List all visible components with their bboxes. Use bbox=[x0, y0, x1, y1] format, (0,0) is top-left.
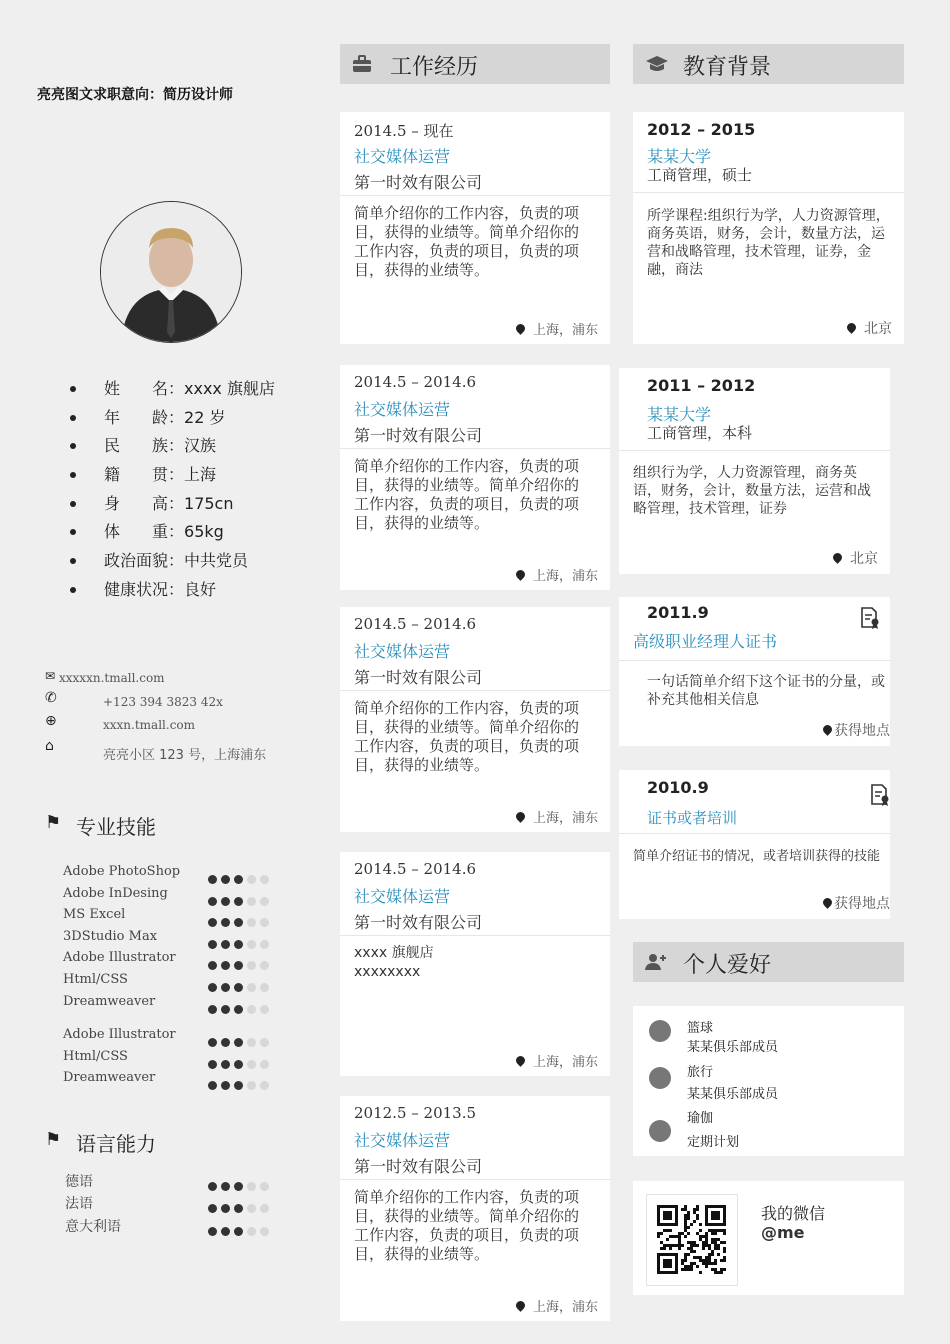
cert-name: 高级职业经理人证书 bbox=[633, 632, 778, 651]
skill-dot bbox=[260, 875, 269, 884]
personal-info-item: 民 族：汉族 bbox=[104, 436, 217, 455]
education-title: 教育背景 bbox=[683, 55, 772, 80]
skill-dot bbox=[234, 983, 243, 992]
skill-dot bbox=[234, 1081, 243, 1090]
personal-info-item: 健康状况：良好 bbox=[104, 580, 217, 599]
skill-name: Adobe Illustrator bbox=[63, 1027, 176, 1042]
personal-info-item: 身 高：175cn bbox=[104, 494, 234, 513]
edu-years: 2012 – 2015 bbox=[647, 120, 756, 139]
hobby-detail: 定期计划 bbox=[687, 1135, 740, 1150]
divider bbox=[340, 690, 610, 691]
skill-dot bbox=[247, 1005, 256, 1014]
job-location: 上海，浦东 bbox=[516, 1051, 598, 1070]
divider bbox=[340, 448, 610, 449]
location-pin-icon bbox=[514, 568, 527, 581]
skill-dot bbox=[221, 897, 230, 906]
list-bullet bbox=[70, 501, 76, 507]
briefcase-icon bbox=[352, 54, 372, 74]
skill-name: Adobe PhotoShop bbox=[63, 864, 181, 879]
personal-info-item: 姓 名：xxxx 旗舰店 bbox=[104, 379, 275, 398]
skill-level-dots bbox=[208, 869, 273, 879]
job-company: 第一时效有限公司 bbox=[354, 668, 483, 687]
job-card bbox=[340, 607, 610, 832]
hobby-detail: 某某俱乐部成员 bbox=[687, 1087, 779, 1102]
skill-level-dots bbox=[208, 977, 273, 987]
wechat-card bbox=[633, 1181, 904, 1295]
job-company: 第一时效有限公司 bbox=[354, 1157, 483, 1176]
skill-dot bbox=[234, 1005, 243, 1014]
skill-dot bbox=[247, 897, 256, 906]
skill-dot bbox=[208, 961, 217, 970]
job-card bbox=[340, 852, 610, 1076]
skill-name: Dreamweaver bbox=[63, 1070, 156, 1085]
hobby-name: 篮球 bbox=[687, 1021, 714, 1036]
languages-title: 语言能力 bbox=[76, 1132, 156, 1156]
job-description: xxxx 旗舰店 xxxxxxxx bbox=[354, 945, 434, 980]
location-pin-icon bbox=[514, 1299, 527, 1312]
personal-info-item: 政治面貌：中共党员 bbox=[104, 551, 249, 570]
skill-name: 德语 bbox=[65, 1174, 93, 1190]
skill-dot bbox=[221, 1182, 230, 1191]
cert-year: 2010.9 bbox=[647, 778, 709, 797]
skill-dot bbox=[247, 1182, 256, 1191]
personal-info-item: 体 重：65kg bbox=[104, 522, 224, 541]
job-description: 简单介绍你的工作内容，负责的项目，获得的业绩等。简单介绍你的工作内容，负责的项目，负责的项目，获得的业绩等。 bbox=[354, 699, 580, 774]
skill-name: Dreamweaver bbox=[63, 994, 156, 1009]
location-pin-icon bbox=[831, 551, 844, 564]
list-bullet bbox=[70, 472, 76, 478]
skill-dot bbox=[208, 1227, 217, 1236]
phone-icon: ✆ bbox=[45, 690, 57, 706]
skill-name: 法语 bbox=[65, 1196, 93, 1212]
cert-desc: 一句话简单介绍下这个证书的分量，或补充其他相关信息 bbox=[647, 674, 885, 708]
skill-dot bbox=[208, 1005, 217, 1014]
skill-dot bbox=[234, 940, 243, 949]
edu-location: 北京 bbox=[847, 318, 892, 338]
graduation-cap-icon bbox=[645, 54, 665, 74]
skill-dot bbox=[221, 875, 230, 884]
location-pin-icon bbox=[845, 321, 858, 334]
edu-years: 2011 – 2012 bbox=[647, 376, 756, 395]
email-text: xxxxxn.tmall.com bbox=[59, 671, 165, 685]
hobby-detail: 某某俱乐部成员 bbox=[687, 1040, 779, 1055]
address-text: 亮亮小区 123 号，上海浦东 bbox=[103, 748, 267, 763]
job-date: 2014.5 – 2014.6 bbox=[354, 615, 477, 633]
add-user-icon bbox=[645, 952, 665, 972]
skill-dot bbox=[208, 1081, 217, 1090]
skill-dot bbox=[208, 918, 217, 927]
edu-degree: 工商管理，硕士 bbox=[647, 166, 753, 184]
cert-year: 2011.9 bbox=[647, 603, 709, 622]
skill-level-dots bbox=[208, 1198, 273, 1208]
home-icon: ⌂ bbox=[45, 738, 54, 754]
job-role: 社交媒体运营 bbox=[354, 642, 451, 661]
skill-dot bbox=[221, 983, 230, 992]
job-role: 社交媒体运营 bbox=[354, 887, 451, 906]
job-location: 上海，浦东 bbox=[516, 319, 598, 338]
hobbies-card bbox=[633, 1006, 904, 1156]
skill-level-dots bbox=[208, 891, 273, 901]
skill-name: Adobe InDesing bbox=[63, 886, 168, 901]
certificate-card bbox=[619, 770, 890, 919]
skill-dot bbox=[247, 1060, 256, 1069]
skills-title: 专业技能 bbox=[76, 815, 156, 839]
job-role: 社交媒体运营 bbox=[354, 147, 451, 166]
skill-dot bbox=[260, 1182, 269, 1191]
hobbies-section-header bbox=[633, 942, 904, 982]
skill-dot bbox=[260, 1081, 269, 1090]
skill-dot bbox=[221, 1204, 230, 1213]
skill-dot bbox=[234, 1227, 243, 1236]
job-description: 简单介绍你的工作内容，负责的项目，获得的业绩等。简单介绍你的工作内容，负责的项目，负责的项目，获得的业绩等。 bbox=[354, 457, 580, 532]
skill-dot bbox=[247, 1204, 256, 1213]
skill-dot bbox=[260, 1005, 269, 1014]
edu-school: 某某大学 bbox=[647, 405, 712, 424]
divider bbox=[619, 660, 890, 661]
job-date: 2014.5 – 2014.6 bbox=[354, 373, 477, 391]
skill-name: 意大利语 bbox=[65, 1219, 121, 1235]
list-bullet bbox=[70, 558, 76, 564]
job-date: 2014.5 – 现在 bbox=[354, 122, 454, 140]
skill-name: Adobe Illustrator bbox=[63, 950, 176, 965]
skill-dot bbox=[234, 1182, 243, 1191]
skill-dot bbox=[260, 918, 269, 927]
website-text: xxxn.tmall.com bbox=[103, 718, 196, 732]
education-card bbox=[633, 112, 904, 344]
divider bbox=[619, 833, 890, 834]
skill-level-dots bbox=[208, 1221, 273, 1231]
skill-name: 3DStudio Max bbox=[63, 929, 158, 944]
skill-level-dots bbox=[208, 912, 273, 922]
work-section-header bbox=[340, 44, 610, 84]
skill-dot bbox=[260, 1038, 269, 1047]
skill-level-dots bbox=[208, 934, 273, 944]
skill-name: MS Excel bbox=[63, 907, 126, 922]
qr-code-icon bbox=[646, 1194, 738, 1286]
edu-desc: 所学课程:组织行为学，人力资源管理，商务英语，财务，会计，数量方法，运营和战略管理，技术管理，证券，金融，商法 bbox=[647, 208, 890, 278]
location-pin-icon bbox=[514, 1054, 527, 1067]
person-photo-icon bbox=[101, 202, 241, 342]
job-location: 上海，浦东 bbox=[516, 565, 598, 584]
hobby-marker bbox=[649, 1020, 671, 1042]
divider bbox=[633, 192, 904, 193]
wechat-handle: @me bbox=[761, 1223, 805, 1242]
skill-name: Html/CSS bbox=[63, 972, 128, 987]
skill-dot bbox=[208, 1204, 217, 1213]
skill-dot bbox=[208, 983, 217, 992]
skill-dot bbox=[221, 961, 230, 970]
personal-info-item: 籍 贯：上海 bbox=[104, 465, 217, 484]
skill-dot bbox=[260, 940, 269, 949]
flag-icon: ⚑ bbox=[45, 812, 62, 833]
skill-dot bbox=[260, 961, 269, 970]
hobby-name: 瑜伽 bbox=[687, 1111, 714, 1126]
skill-level-dots bbox=[208, 999, 273, 1009]
skill-dot bbox=[208, 940, 217, 949]
divider bbox=[340, 1179, 610, 1180]
personal-info-item: 年 龄：22 岁 bbox=[104, 408, 226, 427]
divider bbox=[619, 450, 890, 451]
skill-dot bbox=[221, 1081, 230, 1090]
skill-dot bbox=[260, 897, 269, 906]
list-bullet bbox=[70, 587, 76, 593]
job-role: 社交媒体运营 bbox=[354, 1131, 451, 1150]
skill-level-dots bbox=[208, 955, 273, 965]
job-intent: 亮亮图文求职意向：简历设计师 bbox=[37, 87, 233, 103]
skill-dot bbox=[208, 1060, 217, 1069]
job-date: 2014.5 – 2014.6 bbox=[354, 860, 477, 878]
skill-dot bbox=[208, 875, 217, 884]
job-location: 上海，浦东 bbox=[516, 807, 598, 826]
job-description: 简单介绍你的工作内容，负责的项目，获得的业绩等。简单介绍你的工作内容，负责的项目，负责的项目，获得的业绩等。 bbox=[354, 1188, 580, 1263]
skill-dot bbox=[234, 961, 243, 970]
skill-dot bbox=[234, 1060, 243, 1069]
job-card bbox=[340, 365, 610, 590]
list-bullet bbox=[70, 529, 76, 535]
skill-dot bbox=[234, 897, 243, 906]
skill-level-dots bbox=[208, 1032, 273, 1042]
skill-dot bbox=[221, 1060, 230, 1069]
location-pin-icon bbox=[514, 810, 527, 823]
job-location: 上海，浦东 bbox=[516, 1296, 598, 1315]
skill-dot bbox=[260, 1227, 269, 1236]
edu-location: 北京 bbox=[833, 548, 878, 568]
skill-level-dots bbox=[208, 1054, 273, 1064]
skill-dot bbox=[260, 1060, 269, 1069]
skill-dot bbox=[221, 918, 230, 927]
skill-dot bbox=[208, 897, 217, 906]
edu-degree: 工商管理，本科 bbox=[647, 424, 753, 442]
skill-dot bbox=[247, 1081, 256, 1090]
job-description: 简单介绍你的工作内容，负责的项目，获得的业绩等。简单介绍你的工作内容，负责的项目，负责的项目，获得的业绩等。 bbox=[354, 204, 580, 279]
avatar bbox=[100, 201, 242, 343]
skill-dot bbox=[247, 918, 256, 927]
skill-dot bbox=[208, 1182, 217, 1191]
cert-location: 获得地点 bbox=[823, 720, 890, 740]
phone-text: +123 394 3823 42x bbox=[103, 695, 223, 709]
skill-level-dots bbox=[208, 1075, 273, 1085]
skill-dot bbox=[221, 1038, 230, 1047]
skill-dot bbox=[208, 1038, 217, 1047]
hobby-name: 旅行 bbox=[687, 1065, 714, 1080]
globe-icon: ⊕ bbox=[45, 713, 57, 729]
skill-level-dots bbox=[208, 1176, 273, 1186]
cert-name: 证书或者培训 bbox=[647, 809, 738, 827]
certificate-icon bbox=[860, 607, 880, 633]
divider bbox=[340, 195, 610, 196]
skill-dot bbox=[221, 1005, 230, 1014]
skill-name: Html/CSS bbox=[63, 1049, 128, 1064]
job-role: 社交媒体运营 bbox=[354, 400, 451, 419]
skill-dot bbox=[247, 983, 256, 992]
wechat-label: 我的微信 bbox=[761, 1204, 826, 1223]
email-icon: ✉ bbox=[45, 669, 56, 683]
job-card bbox=[340, 1096, 610, 1321]
cert-location: 获得地点 bbox=[823, 893, 890, 913]
job-company: 第一时效有限公司 bbox=[354, 426, 483, 445]
cert-desc: 简单介绍证书的情况，或者培训获得的技能 bbox=[633, 849, 881, 864]
hobbies-title: 个人爱好 bbox=[683, 953, 772, 978]
location-pin-icon bbox=[821, 896, 834, 909]
certificate-card bbox=[619, 597, 890, 746]
skill-dot bbox=[247, 961, 256, 970]
skill-dot bbox=[234, 1204, 243, 1213]
skill-dot bbox=[260, 1204, 269, 1213]
list-bullet bbox=[70, 443, 76, 449]
education-section-header bbox=[633, 44, 904, 84]
skill-dot bbox=[234, 1038, 243, 1047]
skill-dot bbox=[260, 983, 269, 992]
edu-school: 某某大学 bbox=[647, 147, 712, 166]
job-date: 2012.5 – 2013.5 bbox=[354, 1104, 477, 1122]
divider bbox=[340, 935, 610, 936]
location-pin-icon bbox=[821, 723, 834, 736]
skill-dot bbox=[234, 875, 243, 884]
job-company: 第一时效有限公司 bbox=[354, 173, 483, 192]
skill-dot bbox=[247, 1038, 256, 1047]
list-bullet bbox=[70, 386, 76, 392]
location-pin-icon bbox=[514, 322, 527, 335]
flag-icon: ⚑ bbox=[45, 1129, 62, 1150]
edu-desc: 组织行为学，人力资源管理，商务英语，财务，会计，数量方法，运营和战略管理，技术管理，证券 bbox=[633, 465, 871, 517]
education-card bbox=[619, 368, 890, 574]
job-card bbox=[340, 112, 610, 344]
list-bullet bbox=[70, 415, 76, 421]
skill-dot bbox=[247, 875, 256, 884]
hobby-marker bbox=[649, 1120, 671, 1142]
skill-dot bbox=[221, 1227, 230, 1236]
work-title: 工作经历 bbox=[390, 55, 479, 80]
skill-dot bbox=[247, 1227, 256, 1236]
certificate-icon bbox=[870, 784, 890, 810]
job-company: 第一时效有限公司 bbox=[354, 913, 483, 932]
skill-dot bbox=[234, 918, 243, 927]
skill-dot bbox=[247, 940, 256, 949]
hobby-marker bbox=[649, 1067, 671, 1089]
skill-dot bbox=[221, 940, 230, 949]
